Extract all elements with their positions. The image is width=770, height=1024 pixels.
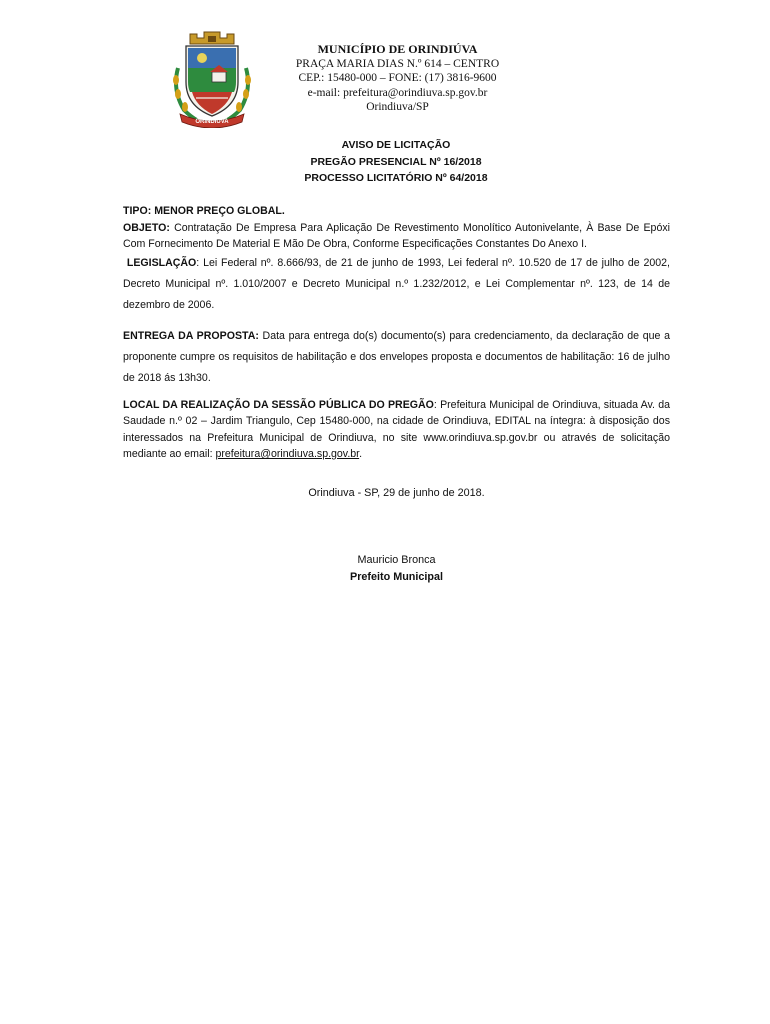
municipality-city: Orindiuva/SP [366, 101, 429, 113]
entrega-paragraph [123, 326, 670, 389]
municipality-address: PRAÇA MARIA DIAS N.º 614 – CENTRO [295, 57, 500, 70]
municipality-phone: CEP.: 15480-000 – FONE: (17) 3816-9600 [298, 72, 497, 84]
legislacao-paragraph [123, 253, 670, 316]
entrega-label: ENTREGA DA PROPOSTA: [123, 329, 259, 342]
signature-block [123, 552, 670, 586]
contact-email-link[interactable]: prefeitura@orindiuva.sp.gov.br [215, 448, 360, 460]
dateline: Orindiuva - SP, 29 de junho de 2018. [308, 487, 485, 499]
local-paragraph [123, 397, 670, 463]
notice-processo-number: PROCESSO LICITATÓRIO Nº 64/2018 [304, 172, 488, 184]
legislacao-label: LEGISLAÇÃO [126, 256, 197, 269]
notice-body [123, 203, 670, 463]
objeto-label: OBJETO: [123, 221, 170, 234]
local-end: . [359, 448, 363, 460]
tipo-line: TIPO: MENOR PREÇO GLOBAL. [123, 205, 285, 217]
signatory-title: Prefeito Municipal [350, 571, 443, 583]
entrega-text: Data para entrega do(s) documento(s) para credenciamento, da declaração de que a proponente cumpre os requisitos de habilitação e dos envelopes proposta e documentos de habilitação: 16 de julho de 2018 ás 13h30. [123, 329, 670, 384]
objeto-paragraph [123, 220, 670, 253]
municipality-name: MUNICÍPIO DE ORINDIÚVA [317, 42, 478, 56]
notice-title: AVISO DE LICITAÇÃO [341, 139, 451, 151]
crest-banner-text: ORINDIÚVA [195, 119, 229, 125]
local-text: : Prefeitura Municipal de Orindiuva, situada Av. da Saudade n.º 02 – Jardim Triangulo, Cep 15480-000, na cidade de Orindiuva, EDITAL na íntegra: à disposição dos interessados na Prefeitura Municipal de Orindiuva, no site www.orindiuva.sp.gov.br ou através de solicitação mediante ao email: [123, 398, 670, 460]
letterhead [280, 42, 515, 115]
objeto-text: Contratação De Empresa Para Aplicação De Revestimento Monolítico Autonivelante, À Base De Epóxi Com Fornecimento De Material E Mão De Obra, Conforme Especificações Constantes Do Anexo I. [123, 221, 670, 250]
municipal-crest-logo [170, 28, 254, 128]
legislacao-text: : Lei Federal nº. 8.666/93, de 21 de junho de 1993, Lei federal nº. 10.520 de 17 de julho de 2002, Decreto Municipal nº. 1.010/2007 e Decreto Municipal n.º 1.232/2012, e Lei Complementar nº. 123, de 14 de dezembro de 2006. [123, 256, 670, 311]
signatory-name: Mauricio Bronca [357, 554, 436, 566]
notice-heading [240, 137, 552, 187]
notice-pregao-number: PREGÃO PRESENCIAL Nº 16/2018 [310, 155, 482, 168]
local-label: LOCAL DA REALIZAÇÃO DA SESSÃO PÚBLICA DO PREGÃO [123, 398, 434, 411]
municipality-email: e-mail: prefeitura@orindiuva.sp.gov.br [307, 86, 488, 99]
